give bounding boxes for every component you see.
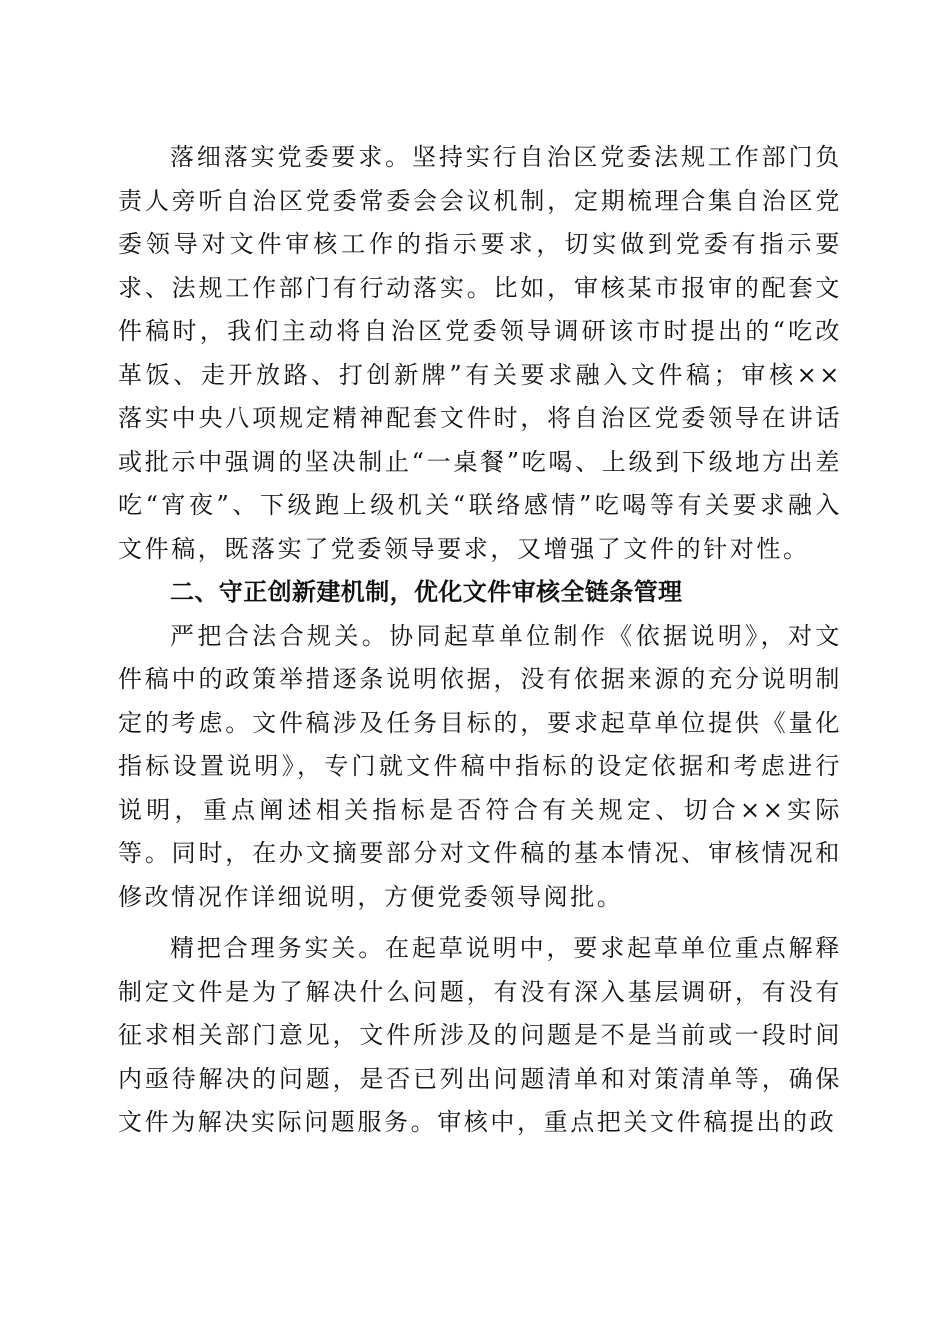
paragraph-party-requirements: 落细落实党委要求。坚持实行自治区党委法规工作部门负责人旁听自治区党委常委会会议机制，定期梳理合集自治区党委领导对文件审核工作的指示要求，切实做到党委有指示要求、法规工作部门有行动落实。比如，审核某市报审的配套文件稿时，我们主动将自治区党委领导调研该市时提出的“吃改革饭、走开放路、打创新牌”有关要求融入文件稿；审核××落实中央八项规定精神配套文件时，将自治区党委领导在讲话或批示中强调的坚决制止“一桌餐”吃喝、上级到下级地方出差吃“宵夜”、下级跑上级机关“联络感情”吃喝等有关要求融入文件稿，既落实了党委领导要求，又增强了文件的针对性。 <box>118 143 842 563</box>
document-body <box>118 136 842 1145</box>
paragraph-practicality: 精把合理务实关。在起草说明中，要求起草单位重点解释制定文件是为了解决什么问题，有没有深入基层调研，有没有征求相关部门意见，文件所涉及的问题是不是当前或一段时间内亟待解决的问题，是否已列出问题清单和对策清单等，确保文件为解决实际问题服务。审核中，重点把关文件稿提出的政 <box>118 934 842 1136</box>
section-heading: 二、守正创新建机制，优化文件审核全链条管理 <box>170 578 683 606</box>
paragraph-legal-compliance: 严把合法合规关。协同起草单位制作《依据说明》，对文件稿中的政策举措逐条说明依据，没有依据来源的充分说明制定的考虑。文件稿涉及任务目标的，要求起草单位提供《量化指标设置说明》，专门就文件稿中指标的设定依据和考虑进行说明，重点阐述相关指标是否符合有关规定、切合××实际等。同时，在办文摘要部分对文件稿的基本情况、审核情况和修改情况作详细说明，方便党委领导阅批。 <box>118 621 842 911</box>
